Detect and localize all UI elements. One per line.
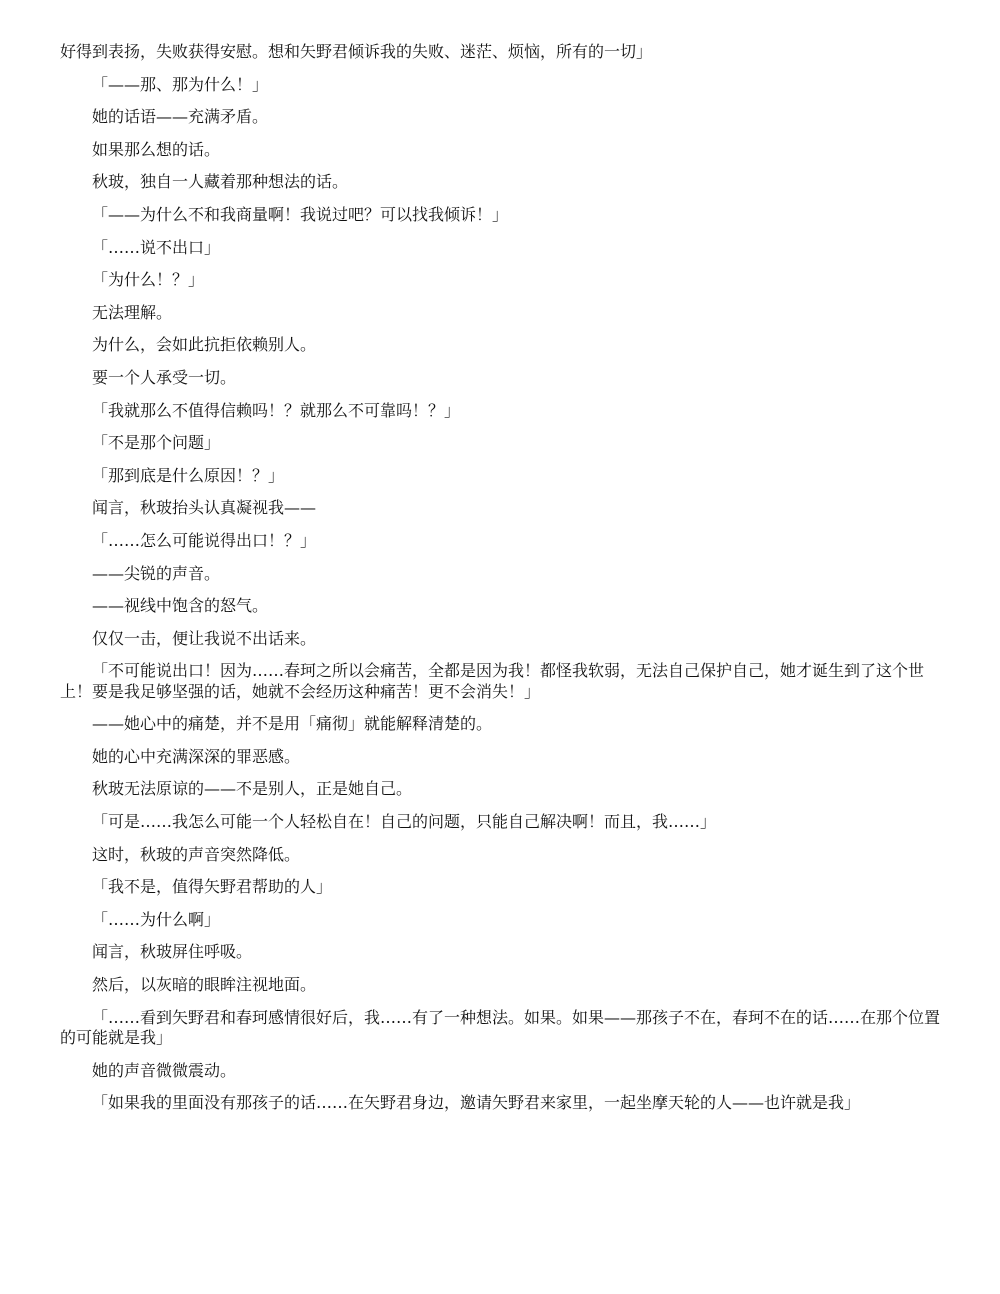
paragraph: 「我不是，值得矢野君帮助的人」 (92, 877, 333, 897)
paragraph: 闻言，秋玻抬头认真凝视我—— (92, 498, 317, 518)
paragraph: ——视线中饱含的怒气。 (92, 596, 269, 616)
paragraph: ——尖锐的声音。 (92, 563, 221, 583)
paragraph: 「不可能说出口！因为……春珂之所以会痛苦，全都是因为我！都怪我软弱，无法自己保护自己，她才诞生到了这个世上！要是我足够坚强的话，她就不会经历这种痛苦！更不会消失！」 (60, 661, 925, 701)
paragraph: 如果那么想的话。 (92, 139, 221, 159)
paragraph: 仅仅一击，便让我说不出话来。 (92, 628, 317, 648)
paragraph: 「……说不出口」 (92, 237, 221, 257)
paragraph: 这时，秋玻的声音突然降低。 (92, 844, 301, 864)
paragraph: 「……为什么啊」 (92, 909, 221, 929)
paragraph: 「——那、那为什么！」 (92, 74, 269, 94)
paragraph: 「如果我的里面没有那孩子的话……在矢野君身边，邀请矢野君来家里，一起坐摩天轮的人——也许就是我」 (92, 1093, 861, 1113)
paragraph: 无法理解。 (92, 302, 173, 322)
paragraph: 「为什么！？」 (92, 270, 205, 290)
text-body (60, 42, 940, 1114)
paragraph: 她的声音微微震动。 (92, 1060, 237, 1080)
paragraph: 「不是那个问题」 (92, 433, 221, 453)
paragraph: 要一个人承受一切。 (92, 367, 237, 387)
paragraph: 秋玻，独自一人藏着那种想法的话。 (92, 172, 349, 192)
paragraph: 「可是……我怎么可能一个人轻松自在！自己的问题，只能自己解决啊！而且，我……」 (92, 812, 717, 832)
paragraph: ——她心中的痛楚，并不是用「痛彻」就能解释清楚的。 (92, 714, 493, 734)
paragraph: 好得到表扬，失败获得安慰。想和矢野君倾诉我的失败、迷茫、烦恼，所有的一切」 (60, 42, 653, 61)
paragraph: 秋玻无法原谅的——不是别人，正是她自己。 (92, 779, 413, 799)
paragraph: 「——为什么不和我商量啊！我说过吧？可以找我倾诉！」 (92, 204, 509, 224)
paragraph: 「那到底是什么原因！？」 (92, 465, 285, 485)
paragraph: 然后，以灰暗的眼眸注视地面。 (92, 975, 317, 995)
paragraph: 她的话语——充满矛盾。 (92, 107, 269, 127)
paragraph: 「……看到矢野君和春珂感情很好后，我……有了一种想法。如果。如果——那孩子不在，春珂不在的话……在那个位置的可能就是我」 (60, 1007, 941, 1048)
paragraph: 「……怎么可能说得出口！？」 (92, 530, 317, 550)
paragraph: 为什么，会如此抗拒依赖别人。 (92, 335, 317, 355)
paragraph: 她的心中充满深深的罪恶感。 (92, 746, 301, 766)
paragraph: 「我就那么不值得信赖吗！？就那么不可靠吗！？」 (92, 400, 461, 420)
paragraph: 闻言，秋玻屏住呼吸。 (92, 942, 253, 962)
